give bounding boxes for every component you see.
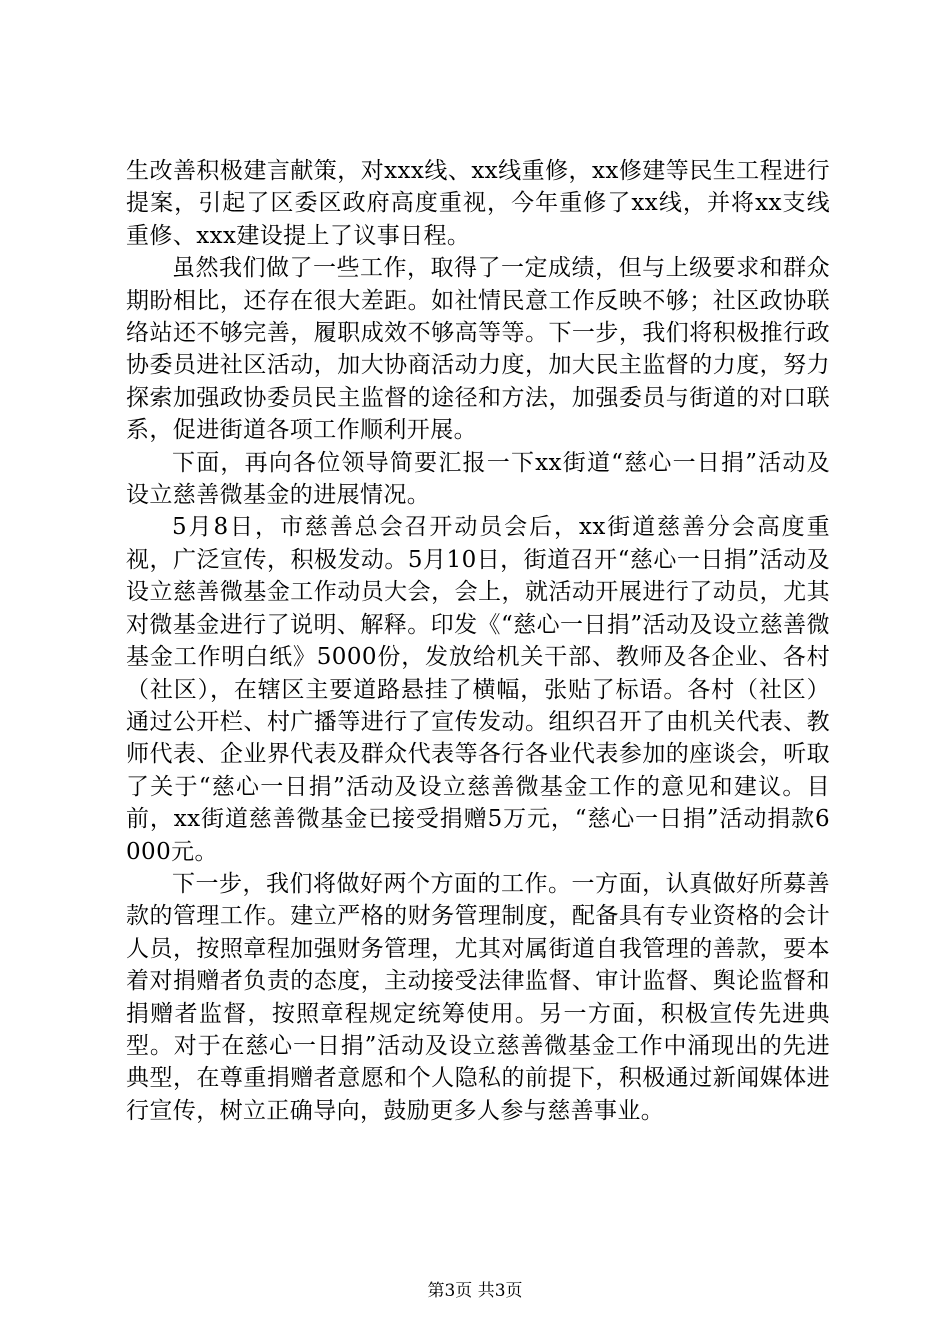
paragraph-next-steps: 下一步，我们将做好两个方面的工作。一方面，认真做好所募善款的管理工作。建立严格的财务管理制度，配备具有专业资格的会计人员，按照章程加强财务管理，尤其对属街道自我管理的善款，要本着对捐赠者负责的态度，主动接受法律监督、审计监督、舆论监督和捐赠者监督，按照章程规定统筹使用。另一方面，积极宣传先进典型。对于在慈心一日捐”活动及设立慈善微基金工作中涌现出的先进典型，在尊重捐赠者意愿和个人隐私的前提下，积极通过新闻媒体进行宣传，树立正确导向，鼓励更多人参与慈善事业。 (126, 870, 830, 1124)
page-number-footer: 第3页 共3页 (427, 1281, 523, 1301)
document-body (126, 155, 830, 1127)
paragraph-shortcomings: 虽然我们做了一些工作，取得了一定成绩，但与上级要求和群众期盼相比，还存在很大差距。如社情民意工作反映不够；社区政协联络站还不够完善，履职成效不够高等等。下一步，我们将积极推行政协委员进社区活动，加大协商活动力度，加大民主监督的力度，努力探索加强政协委员民主监督的途径和方法，加强委员与街道的对口联系，促进街道各项工作顺利开展。 (126, 255, 830, 444)
paragraph-continuation: 生改善积极建言献策，对xxx线、xx线重修，xx修建等民生工程进行提案，引起了区委区政府高度重视，今年重修了xx线，并将xx支线重修、xxx建设提上了议事日程。 (126, 158, 830, 249)
paragraph-report-intro: 下面，再向各位领导简要汇报一下xx街道“慈心一日捐”活动及设立慈善微基金的进展情况。 (126, 449, 830, 509)
paragraph-charity-progress: 5月8日，市慈善总会召开动员会后，xx街道慈善分会高度重视，广泛宣传，积极发动。5月10日，街道召开“慈心一日捐”活动及设立慈善微基金工作动员大会，会上，就活动开展进行了动员，尤其对微基金进行了说明、解释。印发《“慈心一日捐”活动及设立慈善微基金工作明白纸》5000份，发放给机关干部、教师及各企业、各村（社区），在辖区主要道路悬挂了横幅，张贴了标语。各村（社区）通过公开栏、村广播等进行了宣传发动。组织召开了由机关代表、教师代表、企业界代表及群众代表等各行各业代表参加的座谈会，听取了关于“慈心一日捐”活动及设立慈善微基金工作的意见和建议。目前，xx街道慈善微基金已接受捐赠5万元，“慈心一日捐”活动捐款6000元。 (126, 514, 830, 865)
